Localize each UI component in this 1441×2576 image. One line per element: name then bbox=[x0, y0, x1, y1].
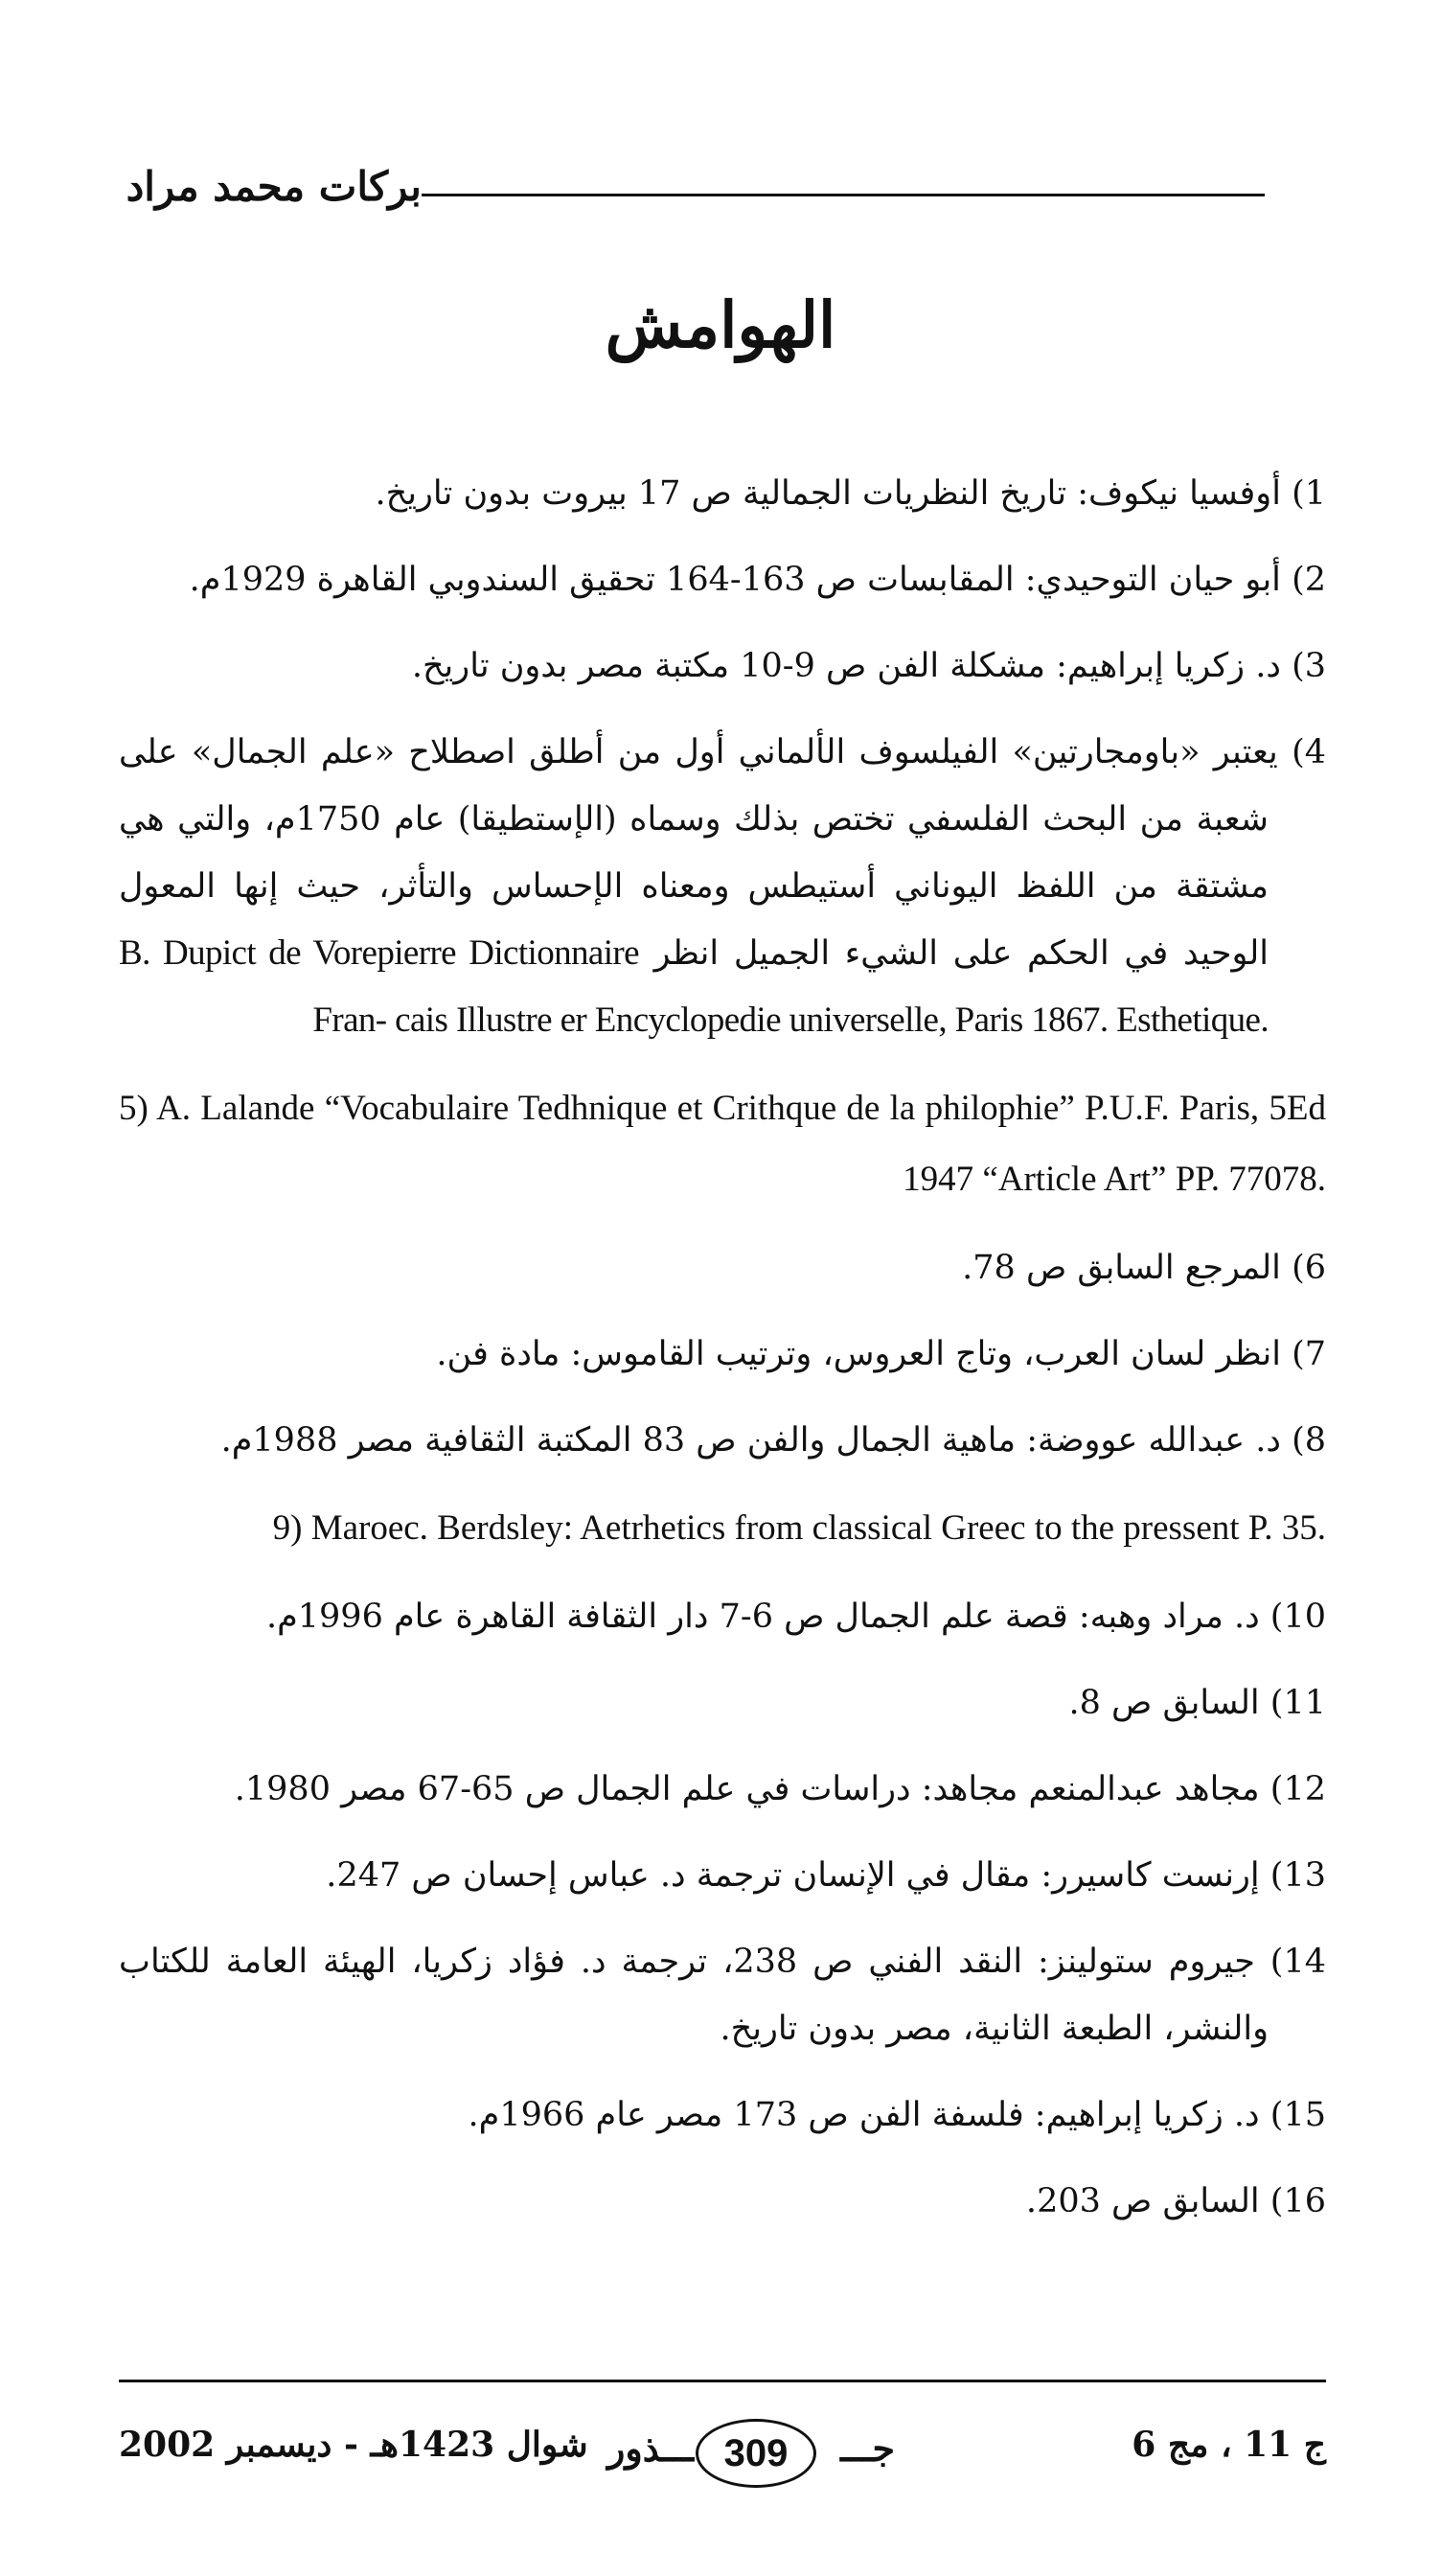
footnote-latin-reference: B. Dupict de Vorepierre Dictionnaire Fran- cais Illustre er Encyclopedie universelle, Paris 1867. Esthetique. bbox=[119, 933, 1269, 1040]
footnote-number: 1) bbox=[1292, 474, 1326, 513]
footnote-number: 7) bbox=[1292, 1335, 1326, 1373]
footnote-number: 4) bbox=[1292, 733, 1326, 771]
footnote-text: المرجع السابق ص 78. bbox=[962, 1249, 1281, 1287]
footnote-number: 3) bbox=[1292, 647, 1326, 685]
footnote-text: د. مراد وهبه: قصة علم الجمال ص 6-7 دار الثقافة القاهرة عام 1996م. bbox=[265, 1598, 1260, 1636]
issue-date: شوال 1423هـ - ديسمبر 2002 bbox=[119, 2425, 588, 2465]
footnote-2 bbox=[119, 546, 1326, 613]
footnote-7 bbox=[119, 1321, 1326, 1388]
footnote-9 bbox=[119, 1493, 1326, 1564]
footnote-14 bbox=[119, 1928, 1326, 2062]
page-footer bbox=[119, 2415, 1326, 2501]
footnote-16 bbox=[119, 2168, 1326, 2235]
footnote-number: 5) bbox=[119, 1089, 149, 1128]
footnote-text: انظر لسان العرب، وتاج العروس، وترتيب القاموس: مادة فن. bbox=[436, 1335, 1281, 1373]
footnote-13 bbox=[119, 1842, 1326, 1909]
journal-logo bbox=[607, 2415, 895, 2492]
footnote-text: د. عبدالله عووضة: ماهية الجمال والفن ص 83 المكتبة الثقافية مصر 1988م. bbox=[220, 1421, 1281, 1460]
header-rule bbox=[422, 194, 1265, 196]
footnote-text: يعتبر «باومجارتين» الفيلسوف الألماني أول من أطلق اصطلاح «علم الجمال» على شعبة من البحث الفلسفي تختص بذلك وسماه (الإستطيقا) عام 1750م، والتي هي مشتقة من اللفظ اليوناني أستيطس ومعناه الإحساس والتأثر، حيث إنها المعول الوحيد في الحكم على الشيء الجميل انظر bbox=[119, 733, 1278, 973]
footnote-4 bbox=[119, 719, 1326, 1054]
footnote-text: د. زكريا إبراهيم: مشكلة الفن ص 9-10 مكتبة مصر بدون تاريخ. bbox=[411, 647, 1281, 685]
footnote-5 bbox=[119, 1073, 1326, 1215]
footnote-6 bbox=[119, 1234, 1326, 1301]
footnote-text: إرنست كاسيرر: مقال في الإنسان ترجمة د. عباس إحسان ص 247. bbox=[326, 1856, 1260, 1895]
footnote-number: 13) bbox=[1269, 1856, 1326, 1895]
footnote-text: جيروم ستولينز: النقد الفني ص 238، ترجمة د. فؤاد زكريا، الهيئة العامة للكتاب والنشر، الطبعة الثانية، مصر بدون تاريخ. bbox=[119, 1943, 1269, 2048]
footnote-number: 2) bbox=[1292, 561, 1326, 599]
footnote-3 bbox=[119, 632, 1326, 700]
footnote-number: 9) bbox=[272, 1508, 303, 1548]
footnote-1 bbox=[119, 460, 1326, 527]
footnote-number: 11) bbox=[1269, 1684, 1326, 1722]
footnote-number: 16) bbox=[1269, 2182, 1326, 2220]
footnotes-list bbox=[119, 460, 1326, 2254]
footnote-text: السابق ص 203. bbox=[1025, 2182, 1260, 2220]
footnote-text: مجاهد عبدالمنعم مجاهد: دراسات في علم الجمال ص 65-67 مصر 1980. bbox=[234, 1770, 1260, 1808]
footnote-text: أوفسيا نيكوف: تاريخ النظريات الجمالية ص 17 بيروت بدون تاريخ. bbox=[375, 474, 1281, 513]
footnote-text: A. Lalande “Vocabulaire Tedhnique et Crithque de la philophie” P.U.F. Paris, 5Ed 1947 “Article Art” PP. 77078. bbox=[156, 1089, 1326, 1199]
footnote-number: 6) bbox=[1292, 1249, 1326, 1287]
footnote-10 bbox=[119, 1583, 1326, 1650]
footnote-number: 10) bbox=[1269, 1598, 1326, 1636]
footnote-11 bbox=[119, 1669, 1326, 1736]
page-title: الهوامش bbox=[605, 288, 836, 362]
journal-name-part: جـــ bbox=[840, 2426, 895, 2470]
footnote-8 bbox=[119, 1407, 1326, 1474]
page-number: 309 bbox=[696, 2419, 816, 2488]
footnote-15 bbox=[119, 2082, 1326, 2149]
footnote-text: د. زكريا إبراهيم: فلسفة الفن ص 173 مصر عام 1966م. bbox=[468, 2096, 1260, 2134]
footnote-number: 14) bbox=[1269, 1943, 1326, 1981]
footnote-number: 8) bbox=[1292, 1421, 1326, 1460]
footnote-text: Maroec. Berdsley: Aetrhetics from classical Greec to the pressent P. 35. bbox=[310, 1508, 1326, 1548]
footnote-12 bbox=[119, 1756, 1326, 1823]
footer-rule bbox=[119, 2380, 1326, 2382]
footnote-number: 15) bbox=[1269, 2096, 1326, 2134]
footnote-number: 12) bbox=[1269, 1770, 1326, 1808]
running-head-author: بركات محمد مراد bbox=[126, 163, 422, 210]
footnote-text: أبو حيان التوحيدي: المقابسات ص 163-164 تحقيق السندوبي القاهرة 1929م. bbox=[189, 561, 1281, 599]
journal-name-part: ـــذور bbox=[607, 2426, 695, 2470]
footnote-text: السابق ص 8. bbox=[1068, 1684, 1260, 1722]
volume-issue: ج 11 ، مج 6 bbox=[1132, 2425, 1326, 2465]
